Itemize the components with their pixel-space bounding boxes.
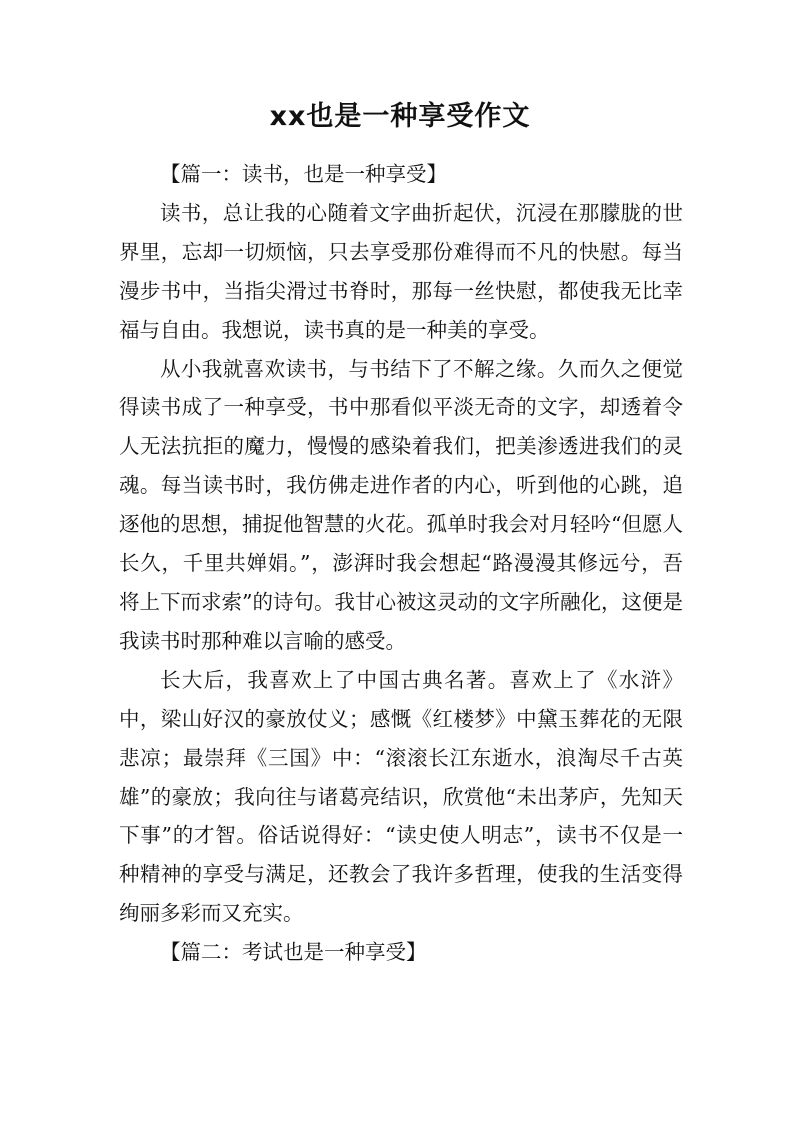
- document-body: [119, 155, 683, 972]
- section-1-heading: 【篇一：读书，也是一种享受】: [160, 162, 447, 186]
- section-1-paragraph-1: 读书，总让我的心随着文字曲折起伏，沉浸在那朦胧的世界里，忘却一切烦恼，只去享受那份难得而不凡的快慰。每当漫步书中，当指尖滑过书脊时，那每一丝快慰，都使我无比幸福与自由。我想说，读书真的是一种美的享受。: [119, 200, 683, 342]
- section-1-paragraph-2: 从小我就喜欢读书，与书结下了不解之缘。久而久之便觉得读书成了一种享受，书中那看似平淡无奇的文字，却透着令人无法抗拒的魔力，慢慢的感染着我们，把美渗透进我们的灵魂。每当读书时，我仿佛走进作者的内心，听到他的心跳，追逐他的思想，捕捉他智慧的火花。孤单时我会对月轻吟“但愿人长久，千里共婵娟。”，澎湃时我会想起“路漫漫其修远兮，吾将上下而求索”的诗句。我甘心被这灵动的文字所融化，这便是我读书时那种难以言喻的感受。: [119, 356, 683, 653]
- document-title: xx也是一种享受作文: [269, 101, 531, 132]
- section-2-heading: 【篇二：考试也是一种享受】: [160, 940, 427, 965]
- section-1-paragraph-3: 长大后，我喜欢上了中国古典名著。喜欢上了《水浒》中，梁山好汉的豪放仗义；感慨《红楼梦》中黛玉葬花的无限悲凉；最崇拜《三国》中：“滚滚长江东逝水，浪淘尽千古英雄”的豪放；我向往与诸葛亮结识，欣赏他“未出茅庐，先知天下事”的才智。俗话说得好：“读史使人明志”，读书不仅是一种精神的享受与满足，还教会了我许多哲理，使我的生活变得绚丽多彩而又充实。: [119, 667, 683, 926]
